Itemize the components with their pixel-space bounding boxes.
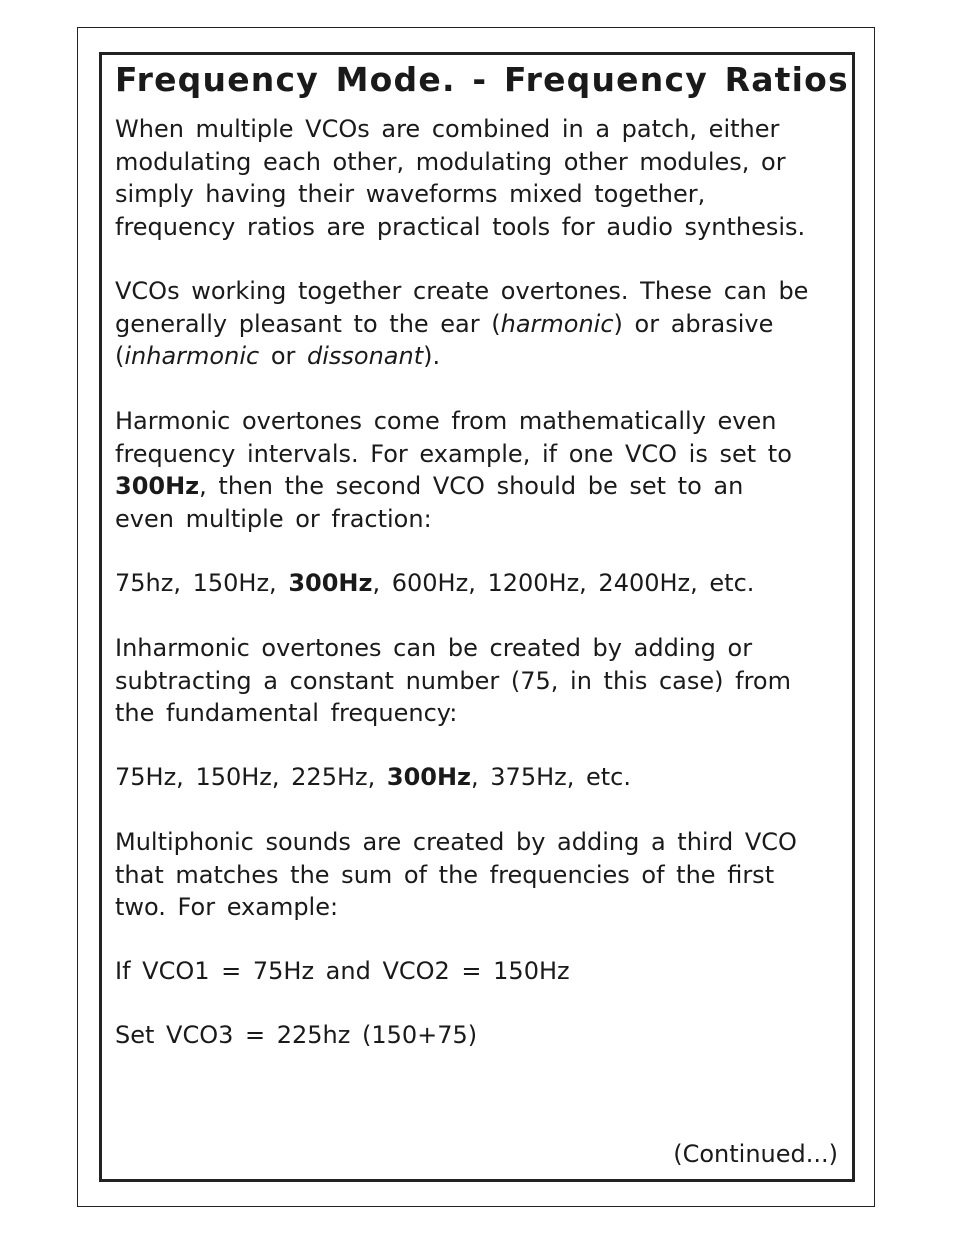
text-line	[115, 470, 792, 503]
paragraph-inharmonic	[115, 632, 791, 730]
example-vco-values: If VCO1 = 75Hz and VCO2 = 150Hz	[115, 957, 570, 985]
text-line	[115, 308, 808, 341]
text-line: VCOs working together create overtones. These can be	[115, 277, 809, 305]
text-span: , 600Hz, 1200Hz, 2400Hz, etc.	[372, 569, 755, 597]
text-span: , 375Hz, etc.	[471, 763, 631, 791]
example-vco3-value: Set VCO3 = 225hz (150+75)	[115, 1021, 478, 1049]
text-span: 75Hz, 150Hz, 225Hz,	[115, 763, 387, 791]
page-content	[115, 56, 849, 1049]
text-span: ).	[423, 342, 441, 370]
text-line: simply having their waveforms mixed together,	[115, 180, 706, 208]
text-span: generally pleasant to the ear (	[115, 309, 501, 338]
italic-term-dissonant: dissonant	[307, 342, 424, 370]
page-title: Frequency Mode. - Frequency Ratios	[115, 60, 849, 99]
text-line: When multiple VCOs are combined in a patch, either	[115, 115, 780, 143]
bold-frequency: 300Hz	[386, 763, 472, 791]
text-line: modulating each other, modulating other modules, or	[115, 147, 786, 176]
text-span: , then the second VCO should be set to an	[199, 472, 744, 500]
text-line: Harmonic overtones come from mathematically even	[115, 407, 777, 435]
text-span: ) or abrasive	[613, 309, 774, 338]
text-span: (	[115, 342, 125, 370]
text-line: Inharmonic overtones can be created by adding or	[115, 634, 753, 662]
text-line: subtracting a constant number (75, in this case) from	[115, 666, 791, 695]
harmonic-series-line	[115, 567, 754, 600]
paragraph-intro	[115, 113, 805, 243]
bold-frequency: 300Hz	[288, 569, 373, 597]
text-line: Multiphonic sounds are created by adding a third VCO	[115, 828, 797, 856]
continued-note: (Continued...)	[673, 1140, 838, 1168]
inharmonic-series-line	[115, 761, 631, 794]
text-line: even multiple or fraction:	[115, 504, 432, 533]
text-line: that matches the sum of the frequencies of the first	[115, 860, 775, 889]
text-line: the fundamental frequency:	[115, 699, 458, 727]
italic-term-harmonic: harmonic	[500, 309, 614, 338]
paragraph-overtones	[115, 275, 808, 373]
text-line	[115, 340, 808, 373]
text-line: frequency intervals. For example, if one VCO is set to	[115, 439, 792, 468]
paragraph-multiphonic	[115, 826, 797, 924]
text-line: frequency ratios are practical tools for audio synthesis.	[115, 212, 806, 241]
text-line: two. For example:	[115, 893, 339, 921]
text-span: or	[259, 342, 307, 370]
text-span: 75hz, 150Hz,	[115, 569, 289, 597]
bold-frequency: 300Hz	[115, 472, 200, 500]
italic-term-inharmonic: inharmonic	[124, 342, 260, 370]
paragraph-harmonic	[115, 405, 792, 535]
